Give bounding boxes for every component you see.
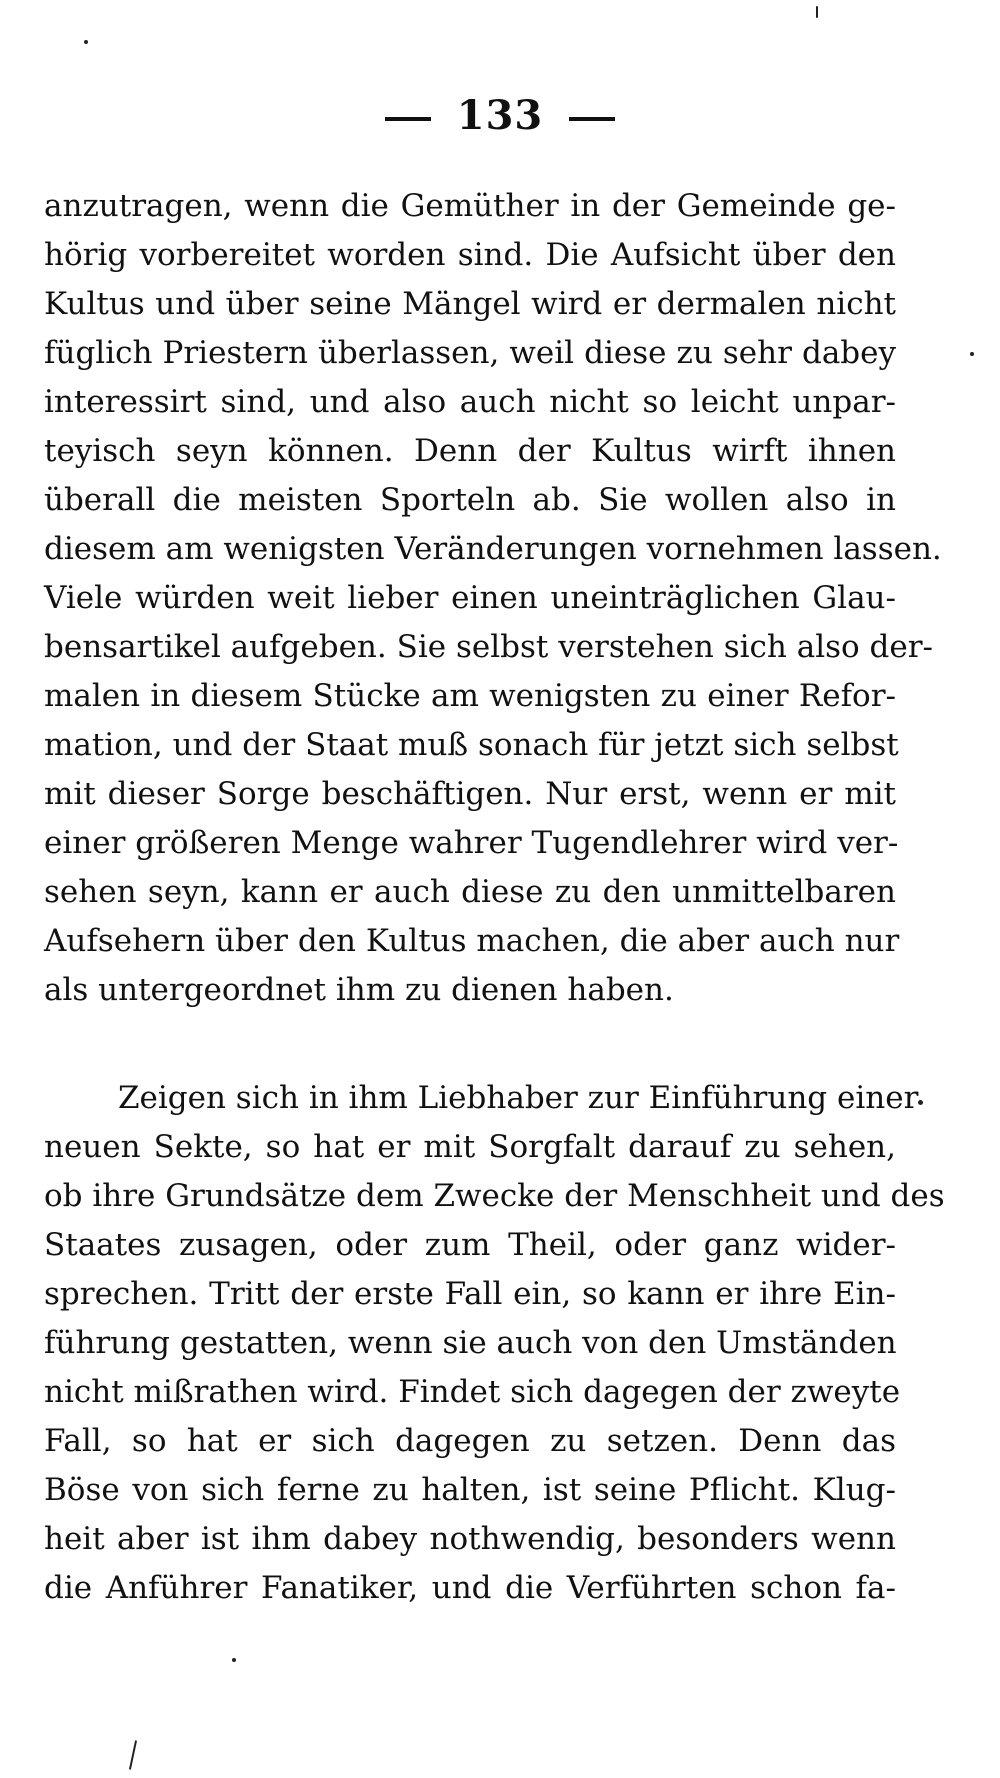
text-line: heit aber ist ihm dabey nothwendig, besonders wenn bbox=[44, 1521, 896, 1557]
text-line: neuen Sekte, so hat er mit Sorgfalt darauf zu sehen, bbox=[44, 1129, 896, 1165]
text-line: überall die meisten Sporteln ab. Sie wollen also in bbox=[44, 482, 896, 518]
text-line: diesem am wenigsten Veränderungen vornehmen lassen. bbox=[44, 531, 942, 567]
text-line: sehen seyn, kann er auch diese zu den unmittelbaren bbox=[44, 874, 896, 910]
text-line: mit dieser Sorge beschäftigen. Nur erst, wenn er mit bbox=[44, 776, 896, 812]
text-line: Fall, so hat er sich dagegen zu setzen. Denn das bbox=[44, 1423, 896, 1459]
page-header bbox=[0, 92, 1000, 139]
text-line: Staates zusagen, oder zum Theil, oder ganz wider- bbox=[44, 1227, 896, 1263]
paragraph-1 bbox=[44, 182, 942, 1015]
text-line: teyisch seyn können. Denn der Kultus wirft ihnen bbox=[44, 433, 896, 469]
text-line: Böse von sich ferne zu halten, ist seine Pflicht. Klug- bbox=[44, 1472, 896, 1508]
text-line: Viele würden weit lieber einen uneinträglichen Glau- bbox=[44, 580, 896, 616]
text-line: nicht mißrathen wird. Findet sich dagegen der zweyte bbox=[44, 1374, 901, 1410]
scan-speck bbox=[232, 1658, 236, 1662]
header-dash-left bbox=[385, 117, 431, 121]
text-line: führung gestatten, wenn sie auch von den Umständen bbox=[44, 1325, 897, 1361]
text-line: bensartikel aufgeben. Sie selbst verstehen sich also der- bbox=[44, 629, 934, 665]
header-dash-right bbox=[569, 117, 615, 121]
text-line: ob ihre Grundsätze dem Zwecke der Menschheit und des bbox=[44, 1178, 945, 1214]
scan-speck bbox=[918, 1100, 923, 1105]
scan-speck bbox=[816, 6, 818, 18]
paragraph-2 bbox=[44, 1074, 945, 1613]
text-line: Aufsehern über den Kultus machen, die aber auch nur bbox=[44, 923, 900, 959]
scan-speck bbox=[970, 352, 974, 356]
scan-speck bbox=[129, 1740, 137, 1770]
text-line: als untergeordnet ihm zu dienen haben. bbox=[44, 972, 674, 1008]
text-line: Zeigen sich in ihm Liebhaber zur Einführung einer bbox=[118, 1080, 919, 1116]
text-line: sprechen. Tritt der erste Fall ein, so kann er ihre Ein- bbox=[44, 1276, 896, 1312]
text-line: anzutragen, wenn die Gemüther in der Gemeinde ge- bbox=[44, 188, 896, 224]
text-line: die Anführer Fanatiker, und die Verführten schon fa- bbox=[44, 1570, 896, 1606]
text-line: interessirt sind, und also auch nicht so leicht unpar- bbox=[44, 384, 896, 420]
text-line: einer größeren Menge wahrer Tugendlehrer wird ver- bbox=[44, 825, 899, 861]
text-line: malen in diesem Stücke am wenigsten zu einer Refor- bbox=[44, 678, 896, 714]
text-line: füglich Priestern überlassen, weil diese zu sehr dabey bbox=[44, 335, 896, 371]
scan-speck bbox=[84, 40, 88, 44]
page-number: 133 bbox=[456, 92, 544, 139]
text-line: mation, und der Staat muß sonach für jetzt sich selbst bbox=[44, 727, 899, 763]
text-line: Kultus und über seine Mängel wird er dermalen nicht bbox=[44, 286, 896, 322]
text-line: hörig vorbereitet worden sind. Die Aufsicht über den bbox=[44, 237, 896, 273]
